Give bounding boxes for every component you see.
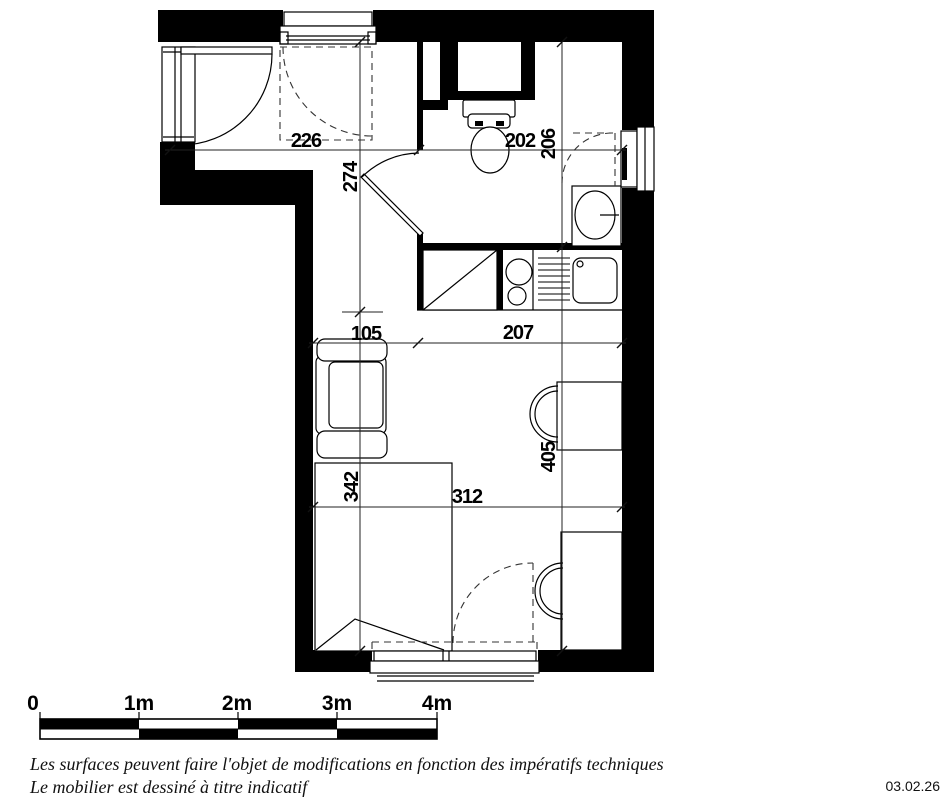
scale-segment <box>139 729 238 739</box>
dim-room-depth-label: 342 <box>341 471 363 503</box>
dim-entry-width-label: 226 <box>290 130 322 152</box>
toilet-hinge <box>475 121 483 126</box>
right-wall-lower <box>622 188 654 672</box>
hotplate-small <box>508 287 526 305</box>
entry-window-outer-frame <box>284 12 372 26</box>
chair-upper-inner <box>535 391 558 437</box>
dim-kitchen-offset-label: 105 <box>350 323 382 345</box>
entry-door <box>162 47 272 145</box>
bed-outline <box>315 463 452 651</box>
table-upper <box>530 382 622 450</box>
chair-lower-inner <box>540 568 563 614</box>
french-door-swing-arc <box>453 563 533 643</box>
washbasin <box>572 186 621 246</box>
bathroom-door <box>361 153 423 236</box>
bathroom-window <box>562 127 654 191</box>
toilet-hinge <box>496 121 504 126</box>
dim-bathroom-width-label: 202 <box>504 130 536 152</box>
scale-label-4m: 4m <box>421 692 453 715</box>
dim-room-right-depth-label: 405 <box>538 441 560 473</box>
entry-step-wall <box>160 170 313 205</box>
bathroom-door-swing-arc <box>362 153 419 177</box>
footer-notes <box>29 754 940 797</box>
chair-upper-outer <box>530 386 558 442</box>
scale-label-2m: 2m <box>221 692 253 715</box>
entry-window-swing-arc <box>283 47 372 136</box>
fridge-divider-wall <box>497 250 503 310</box>
entry-window-clearance <box>280 47 372 140</box>
french-window-frame <box>374 651 536 661</box>
shaft-stub-wall <box>417 100 448 110</box>
drainer <box>538 258 570 300</box>
bottom-wall-right <box>538 650 654 672</box>
chair-lower-outer <box>535 563 563 619</box>
table-upper-top <box>557 382 622 450</box>
scale-segment <box>238 719 337 729</box>
hotplates <box>506 259 532 305</box>
scale-label-0: 0 <box>27 692 39 715</box>
desk-lower-top <box>561 532 622 650</box>
date-stamp: 03.02.26 <box>885 778 940 794</box>
entry-door-frame <box>162 47 195 142</box>
duct-shaft-void <box>458 42 521 91</box>
hotplate-large <box>506 259 532 285</box>
bathroom-window-swing-arc <box>562 133 612 183</box>
entry-window <box>280 12 376 140</box>
french-window-sill <box>370 661 539 673</box>
dim-bathroom-depth-label: 206 <box>538 128 560 160</box>
armchair-seat <box>329 362 383 428</box>
top-wall-left <box>158 10 283 42</box>
scale-label-3m: 3m <box>321 692 353 715</box>
bathroom-window-glazing-bar <box>622 148 627 180</box>
scale-bar <box>27 692 452 739</box>
desk-lower <box>535 532 622 650</box>
dim-entry-depth-label: 274 <box>340 161 362 193</box>
left-wall-main <box>295 205 313 672</box>
kitchen-sink <box>573 258 617 303</box>
note-line-1: Les surfaces peuvent faire l'objet de modifications en fonction des impératifs techniques <box>30 754 664 774</box>
dim-kitchen-width-label: 207 <box>502 322 534 344</box>
right-wall-upper <box>622 42 654 130</box>
note-line-2: Le mobilier est dessiné à titre indicatif <box>30 777 308 797</box>
bed <box>315 463 452 651</box>
bathroom-partition-upper <box>417 42 423 150</box>
dim-room-width-label: 312 <box>451 486 483 508</box>
entry-door-leaf <box>181 47 272 54</box>
scale-segment <box>337 729 437 739</box>
kitchenette <box>417 250 622 310</box>
scale-label-1m: 1m <box>123 692 155 715</box>
armchair-armrest <box>317 431 387 458</box>
armchair <box>316 339 387 458</box>
scale-segment <box>40 719 139 729</box>
bathroom-door-leaf <box>361 174 423 236</box>
